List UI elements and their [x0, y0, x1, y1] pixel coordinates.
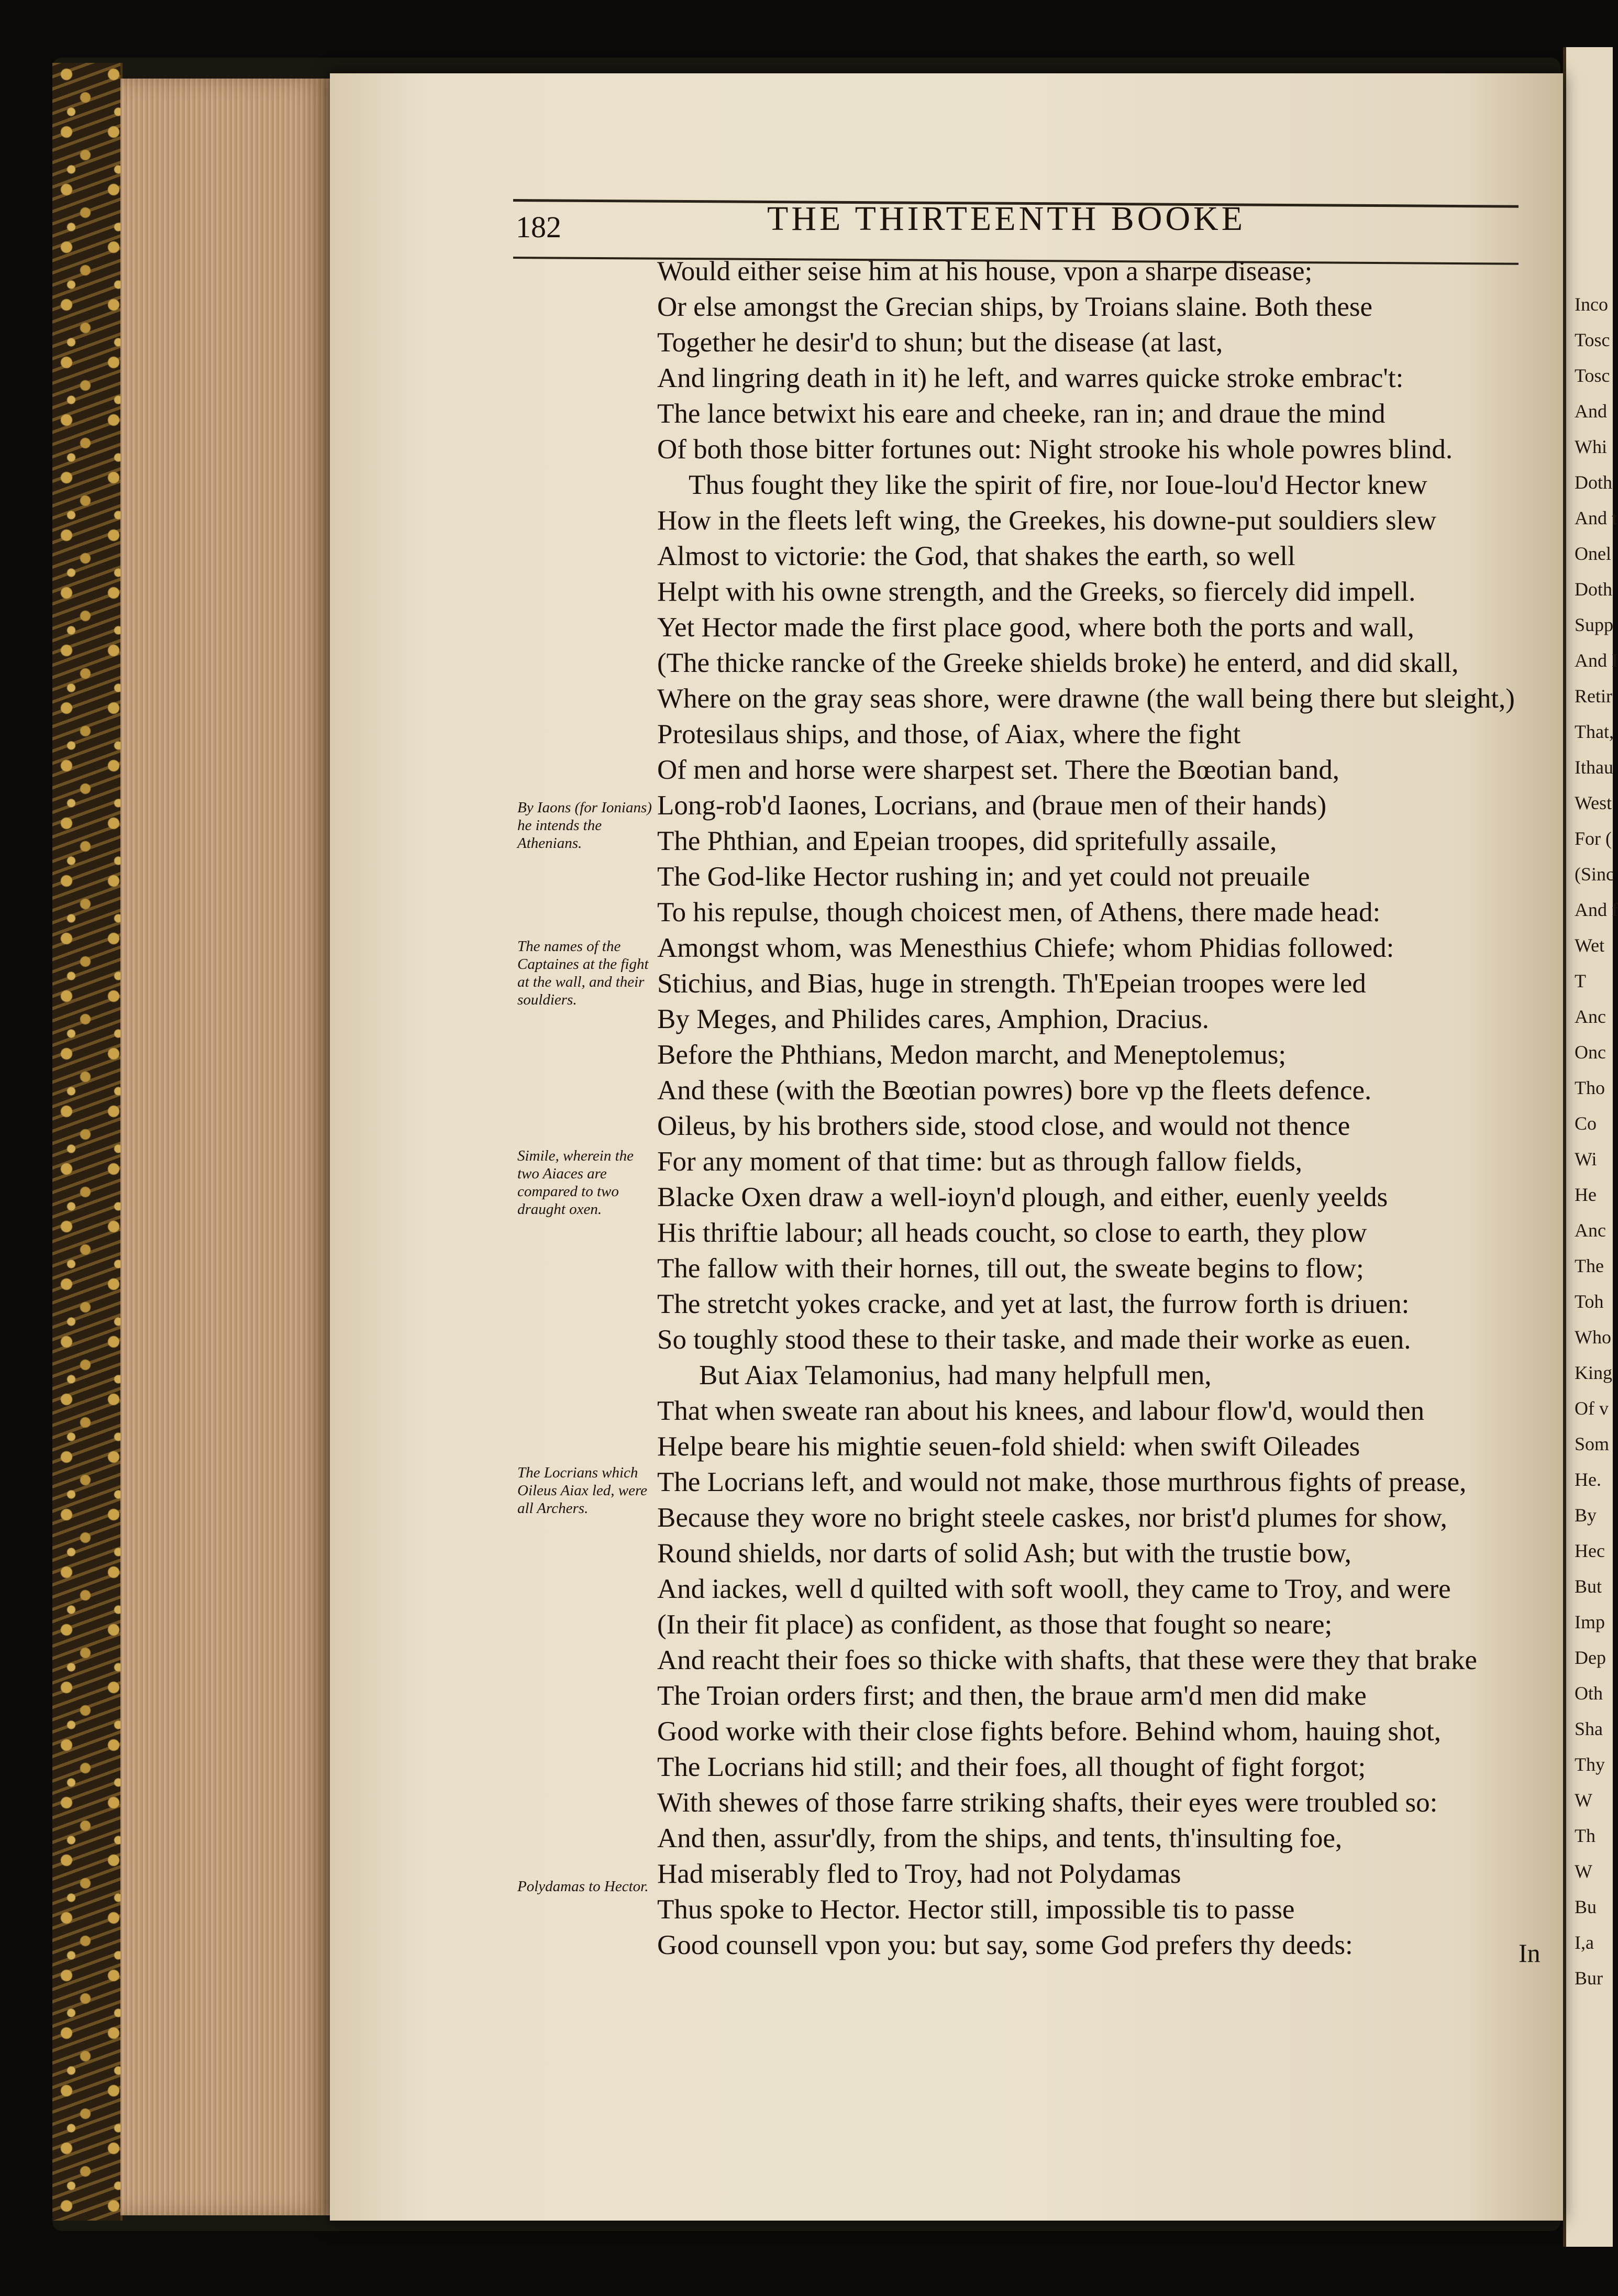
facing-page-fragment: But: [1575, 1576, 1602, 1597]
facing-page-fragment: Bu: [1575, 1896, 1597, 1917]
verse-line: The Locrians left, and would not make, those murthrous fights of prease,: [657, 1467, 1467, 1497]
facing-page-fragment: Bur: [1575, 1968, 1603, 1989]
facing-page-fragment: And: [1575, 401, 1607, 422]
facing-page-fragment: Wi: [1575, 1149, 1597, 1169]
verse-line: The lance betwixt his eare and cheeke, ran in; and draue the mind: [657, 399, 1386, 429]
verse-line: And reacht their foes so thicke with shafts, that these were they that brake: [657, 1645, 1477, 1675]
verse-line: The Phthian, and Epeian troopes, did spritefully assaile,: [657, 826, 1277, 856]
verse-line: Good counsell vpon you: but say, some God prefers thy deeds:: [657, 1930, 1353, 1960]
facing-page-fragment: By: [1575, 1505, 1597, 1526]
verse-line: Protesilaus ships, and those, of Aiax, where the fight: [657, 719, 1241, 749]
facing-page-fragment: West: [1575, 792, 1612, 813]
verse-line: Of both those bitter fortunes out: Night strooke his whole powres blind.: [657, 434, 1453, 465]
facing-page-fragment: Imp: [1575, 1611, 1605, 1632]
verse-line: The Locrians hid still; and their foes, all thought of fight forgot;: [657, 1752, 1366, 1782]
side-note: By Iaons (for Ionians) he intends the Athenians.: [517, 799, 652, 852]
facing-page-fragment: I,a: [1575, 1932, 1594, 1953]
facing-page-fragment: Wet: [1575, 935, 1605, 956]
verse-line: And lingring death in it) he left, and warres quicke stroke embrac't:: [657, 363, 1404, 393]
facing-page-fragment: Toh: [1575, 1291, 1604, 1312]
facing-page-fragment: And t: [1575, 507, 1617, 528]
facing-page-fragment: King: [1575, 1362, 1612, 1383]
facing-page-fragment: He: [1575, 1184, 1597, 1205]
facing-page-fragment: W: [1575, 1861, 1592, 1882]
facing-page-fragment: Retir: [1575, 686, 1612, 707]
verse-line: Yet Hector made the first place good, where both the ports and wall,: [657, 612, 1414, 643]
verse-line: Of men and horse were sharpest set. There the Bœotian band,: [657, 755, 1340, 785]
verse-line: And iackes, well d quilted with soft wooll, they came to Troy, and were: [657, 1574, 1451, 1604]
verse-line: Good worke with their close fights before. Behind whom, hauing shot,: [657, 1716, 1441, 1747]
facing-page-fragment: Onel: [1575, 543, 1611, 564]
facing-page-fragment: Th: [1575, 1825, 1595, 1846]
facing-page-fragment: He.: [1575, 1469, 1601, 1490]
facing-page-fragment: Anc: [1575, 1006, 1606, 1027]
facing-page-fragment: And I: [1575, 650, 1618, 671]
facing-page-fragment: Onc: [1575, 1042, 1606, 1063]
facing-page-fragment: Oth: [1575, 1683, 1603, 1704]
side-note: Polydamas to Hector.: [517, 1878, 649, 1895]
catchword: In: [1519, 1938, 1541, 1968]
verse-line: And these (with the Bœotian powres) bore vp the fleets defence.: [657, 1075, 1372, 1106]
verse-line: Before the Phthians, Medon marcht, and Meneptolemus;: [657, 1040, 1287, 1070]
verse-line: Long-rob'd Iaones, Locrians, and (braue men of their hands): [657, 790, 1327, 821]
verse-line: Or else amongst the Grecian ships, by Troians slaine. Both these: [657, 292, 1373, 322]
facing-page-fragment: Thy: [1575, 1754, 1605, 1775]
verse-line: Together he desir'd to shun; but the disease (at last,: [657, 327, 1223, 358]
verse-line: Thus fought they like the spirit of fire, nor Ioue-lou'd Hector knew: [689, 470, 1427, 500]
facing-page-fragment: Hec: [1575, 1540, 1605, 1561]
verse-line: Almost to victorie: the God, that shakes the earth, so well: [657, 541, 1295, 571]
verse-line: Because they wore no bright steele caskes, nor brist'd plumes for show,: [657, 1503, 1447, 1533]
facing-page-fragment: Som: [1575, 1433, 1610, 1454]
facing-page-fragment: Dep: [1575, 1647, 1606, 1668]
verse-line: (The thicke rancke of the Greeke shields broke) he enterd, and did skall,: [657, 648, 1459, 678]
verse-line: Oileus, by his brothers side, stood close, and would not thence: [657, 1111, 1350, 1141]
verse-line: For any moment of that time: but as through fallow fields,: [657, 1146, 1303, 1177]
verse-line: Helpt with his owne strength, and the Greeks, so fiercely did impell.: [657, 577, 1416, 607]
verse-line: Amongst whom, was Menesthius Chiefe; whom Phidias followed:: [657, 933, 1394, 963]
facing-page-fragment: Sha: [1575, 1718, 1603, 1739]
verse-line: The Troian orders first; and then, the braue arm'd men did make: [657, 1681, 1367, 1711]
side-note: The names of the Captaines at the fight at the wall, and their souldiers.: [517, 938, 649, 1008]
facing-page-fragment: Who: [1575, 1327, 1611, 1348]
verse-line: The fallow with their hornes, till out, the sweate begins to flow;: [657, 1253, 1364, 1284]
verse-line: And then, assur'dly, from the ships, and tents, th'insulting foe,: [657, 1823, 1343, 1853]
facing-page-fragment: Doth: [1575, 472, 1612, 493]
verse-line: Would either seise him at his house, vpon a sharpe disease;: [657, 256, 1313, 286]
facing-page-fragment: Of v: [1575, 1398, 1609, 1419]
facing-page-fragment: Anc: [1575, 1220, 1606, 1241]
verse-line: To his repulse, though choicest men, of Athens, there made head:: [657, 897, 1381, 928]
facing-page-fragment: Doth: [1575, 579, 1612, 600]
verse-line: His thriftie labour; all heads coucht, so close to earth, they plow: [657, 1218, 1367, 1248]
facing-page-fragment: T: [1575, 970, 1586, 991]
facing-page-fragment: And f: [1575, 899, 1618, 920]
facing-page-fragment: Tosc: [1575, 365, 1610, 386]
verse-text: [657, 253, 1547, 1963]
verse-line: Had miserably fled to Troy, had not Polydamas: [657, 1859, 1181, 1889]
facing-page-fragment: Tosc: [1575, 329, 1610, 350]
verse-line: But Aiax Telamonius, had many helpfull men,: [699, 1360, 1212, 1390]
facing-page-fragment: The: [1575, 1255, 1604, 1276]
facing-page-fragment: Co: [1575, 1113, 1597, 1134]
facing-page-fragment: (Sinc: [1575, 864, 1614, 885]
verse-line: That when sweate ran about his knees, and labour flow'd, would then: [657, 1396, 1425, 1426]
gilt-tooled-cover-edge: [52, 63, 123, 2221]
verse-line: Helpe beare his mightie seuen-fold shield: when swift Oileades: [657, 1431, 1360, 1462]
facing-page-fragment: For (: [1575, 828, 1612, 849]
facing-page-fragment: That,: [1575, 721, 1614, 742]
facing-page-fragment: Tho: [1575, 1077, 1605, 1098]
verse-line: Stichius, and Bias, huge in strength. Th'Epeian troopes were led: [657, 968, 1366, 999]
facing-page-fragment: Whi: [1575, 436, 1607, 457]
verse-line: So toughly stood these to their taske, and made their worke as euen.: [657, 1324, 1411, 1355]
verse-line: Where on the gray seas shore, were drawne (the wall being there but sleight,): [657, 683, 1515, 714]
facing-page-fragment: Ithau: [1575, 757, 1613, 778]
verse-line: Thus spoke to Hector. Hector still, impossible tis to passe: [657, 1894, 1295, 1925]
page-number: 182: [516, 210, 561, 244]
running-title: THE THIRTEENTH BOOKE: [767, 200, 1246, 238]
verse-line: The God-like Hector rushing in; and yet could not preuaile: [657, 862, 1310, 892]
verse-line: With shewes of those farre striking shafts, their eyes were troubled so:: [657, 1787, 1438, 1818]
verse-line: Round shields, nor darts of solid Ash; but with the trustie bow,: [657, 1538, 1351, 1569]
facing-page: [1563, 47, 1618, 2247]
side-note: Simile, wherein the two Aiaces are compared to two draught oxen.: [517, 1147, 634, 1218]
facing-page-fragment: Supp: [1575, 614, 1614, 635]
side-note: The Locrians which Oileus Aiax led, were all Archers.: [517, 1464, 648, 1517]
verse-line: Blacke Oxen draw a well-ioyn'd plough, and either, euenly yeelds: [657, 1182, 1388, 1212]
facing-page-fragment: Inco: [1575, 294, 1608, 315]
verse-line: By Meges, and Philides cares, Amphion, Dracius.: [657, 1004, 1209, 1034]
page-edges: [120, 79, 330, 2215]
verse-line: (In their fit place) as confident, as those that fought so neare;: [657, 1609, 1333, 1640]
facing-page-fragment: W: [1575, 1790, 1592, 1811]
verse-line: How in the fleets left wing, the Greekes, his downe-put souldiers slew: [657, 505, 1437, 536]
verse-line: The stretcht yokes cracke, and yet at last, the furrow forth is driuen:: [657, 1289, 1410, 1319]
